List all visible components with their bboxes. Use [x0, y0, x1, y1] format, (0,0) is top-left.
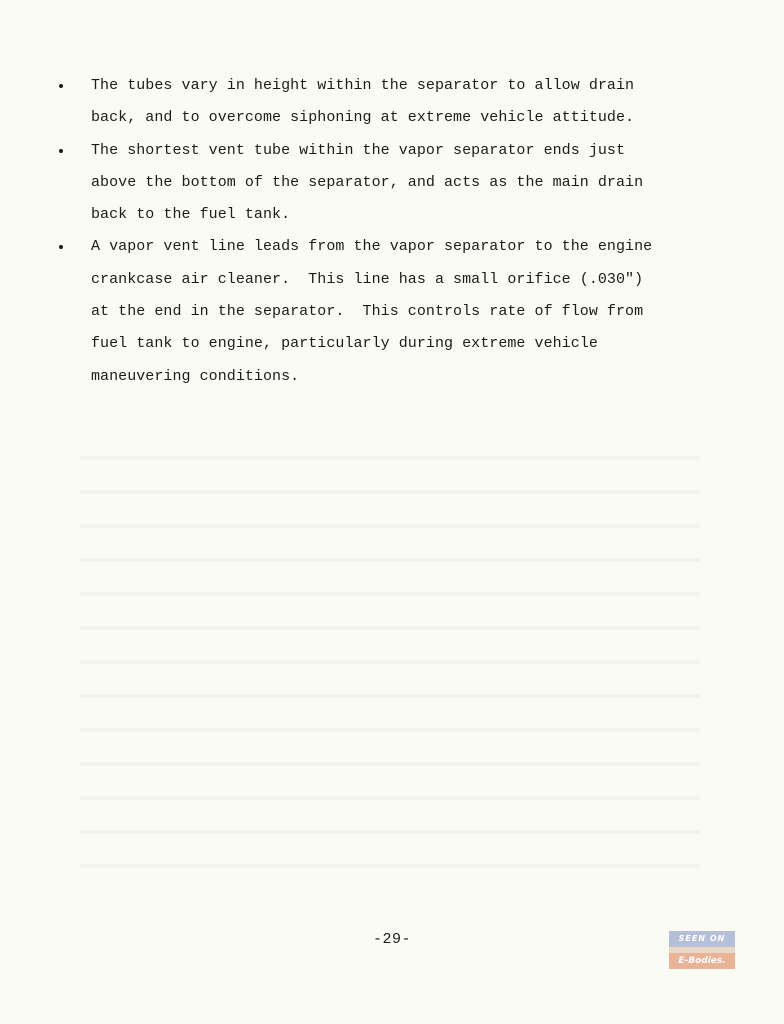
text-line: crankcase air cleaner. This line has a small orifice (.030"): [91, 270, 644, 288]
text-line: maneuvering conditions.: [91, 367, 300, 385]
bullet-list: [0, 70, 784, 393]
text-line: above the bottom of the separator, and acts as the main drain: [91, 173, 644, 191]
bullet-item-1: [0, 70, 731, 135]
bullet-item-3: [0, 231, 731, 392]
text-line: The tubes vary in height within the separator to allow drain: [91, 77, 635, 94]
watermark-top-text: SEEN ON: [669, 931, 735, 947]
text-line: at the end in the separator. This controls rate of flow from: [91, 303, 644, 321]
seen-on-watermark-logo: [669, 931, 735, 971]
text-line: fuel tank to engine, particularly during extreme vehicle: [91, 335, 598, 353]
watermark-bottom-text: E-Bodies.: [669, 953, 735, 969]
bullet-dot-icon: [59, 149, 63, 153]
bullet-dot-icon: [59, 84, 63, 88]
text-line: back to the fuel tank.: [91, 206, 291, 224]
text-line: back, and to overcome siphoning at extreme vehicle attitude.: [91, 109, 635, 127]
bullet-dot-icon: [59, 245, 63, 249]
page-number: -29-: [372, 931, 411, 948]
text-line: The shortest vent tube within the vapor separator ends just: [91, 141, 626, 159]
bleed-through-texture: [80, 430, 700, 870]
bullet-item-2: [0, 135, 731, 232]
text-line: A vapor vent line leads from the vapor separator to the engine: [91, 238, 653, 256]
